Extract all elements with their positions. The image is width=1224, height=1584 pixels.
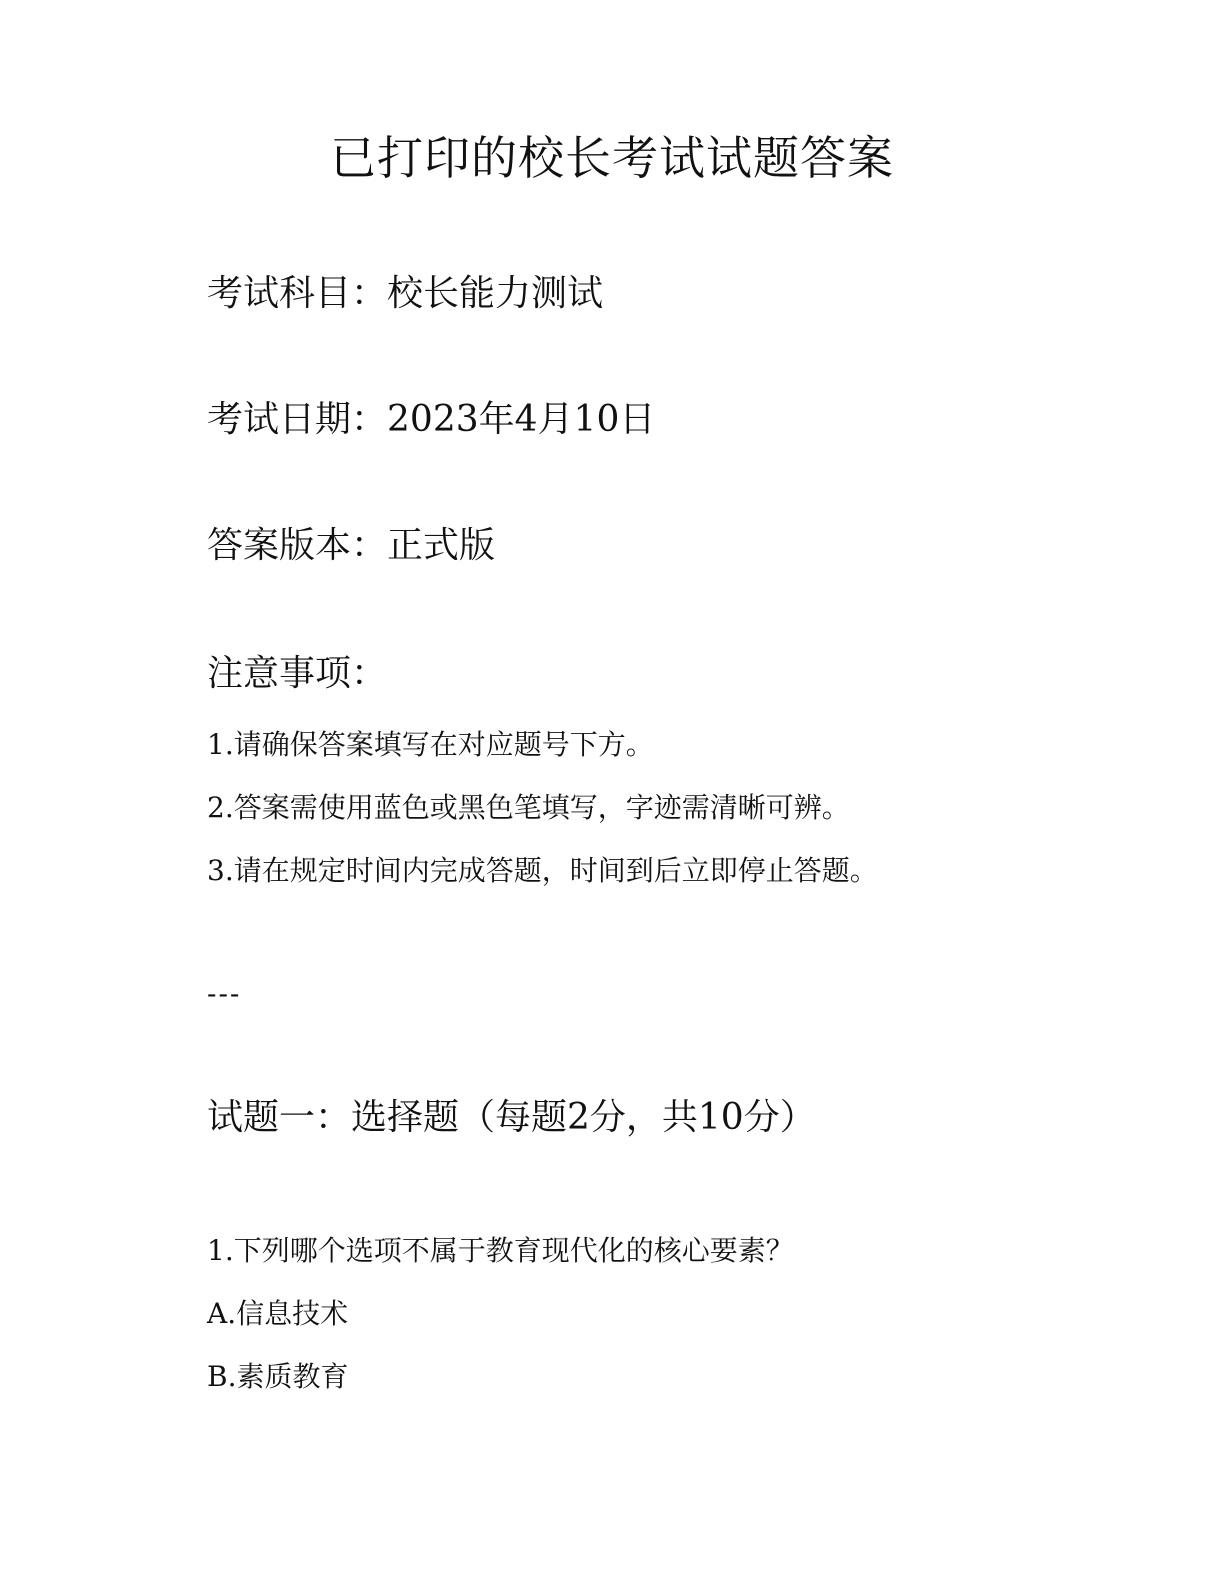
question-text: 1.下列哪个选项不属于教育现代化的核心要素？ [207,1234,794,1267]
field-version [207,522,495,570]
section-heading: 试题一：选择题（每题2分，共10分） [207,1097,816,1138]
field-date [207,396,655,444]
field-subject [207,270,603,318]
section-separator: --- [207,977,242,1010]
field-version-label: 答案版本： [207,525,388,566]
field-date-value: 2023年4月10日 [387,399,656,440]
field-subject-value: 校长能力测试 [387,273,604,314]
field-version-value: 正式版 [387,525,496,566]
field-subject-label: 考试科目： [207,273,388,314]
note-item-3: 3.请在规定时间内完成答题，时间到后立即停止答题。 [207,854,878,887]
document-title: 已打印的校长考试试题答案 [330,131,894,185]
option-b: B.素质教育 [207,1360,349,1393]
note-item-1: 1.请确保答案填写在对应题号下方。 [207,728,654,761]
note-item-2: 2.答案需使用蓝色或黑色笔填写，字迹需清晰可辨。 [207,791,850,824]
notes-heading: 注意事项： [207,653,388,694]
field-date-label: 考试日期： [207,399,388,440]
option-a: A.信息技术 [207,1297,349,1330]
